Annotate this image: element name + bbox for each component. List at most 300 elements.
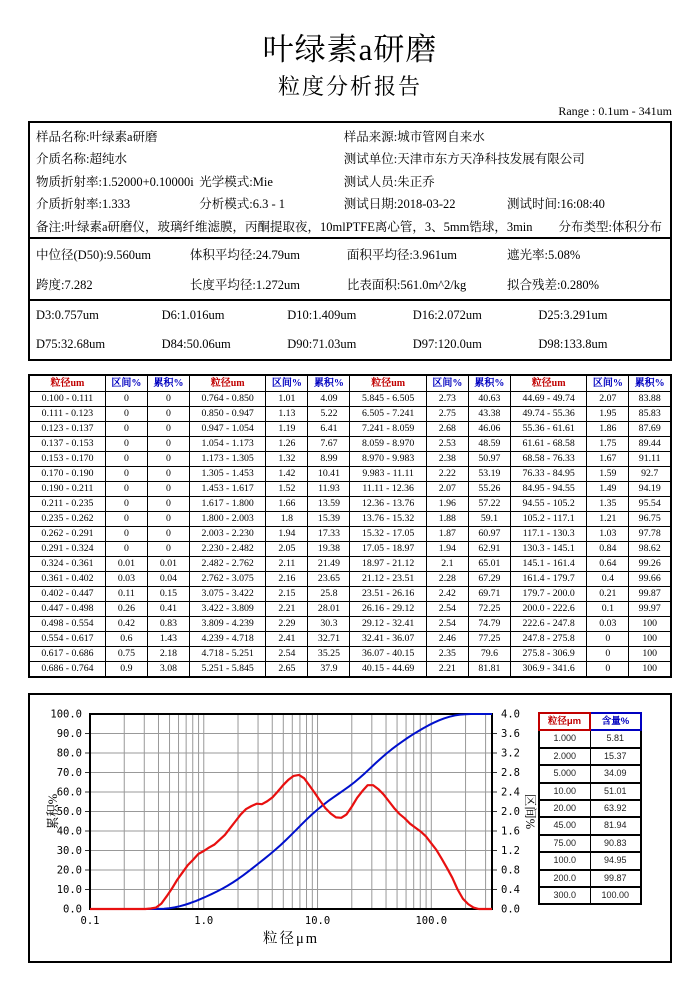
interval-cell: 2.41 [266, 632, 308, 647]
left-axis-tick-label: 30.0 [56, 845, 82, 857]
table-row [29, 407, 671, 422]
x-axis-tick-label: 100.0 [415, 915, 448, 927]
interval-cell: 1.35 [587, 497, 629, 512]
cumulative-cell: 97.78 [629, 527, 671, 542]
size-range-cell: 9.983 - 11.11 [350, 467, 426, 482]
cumulative-cell: 1.43 [147, 632, 189, 647]
size-range-cell: 3.075 - 3.422 [189, 587, 265, 602]
cumulative-cell: 19.38 [308, 542, 350, 557]
cumulative-cell: 85.83 [629, 407, 671, 422]
content-row [539, 730, 641, 747]
interval-cell: 0 [105, 407, 147, 422]
interval-cell: 0.4 [587, 572, 629, 587]
x-axis-tick-label: 1.0 [194, 915, 214, 927]
size-range-cell: 1.054 - 1.173 [189, 437, 265, 452]
size-range-cell: 0.498 - 0.554 [29, 617, 105, 632]
interval-cell: 0 [587, 632, 629, 647]
right-axis-label: 区间% [523, 793, 537, 830]
size-range-cell: 1.305 - 1.453 [189, 467, 265, 482]
interval-cell: 2.54 [426, 602, 468, 617]
size-cell: 5.000 [539, 765, 590, 782]
interval-cell: 0 [105, 467, 147, 482]
d25-value: D25:3.291um [538, 308, 608, 322]
interval-cell: 2.46 [426, 632, 468, 647]
right-axis-tick-label: 3.6 [501, 728, 520, 740]
length-mean: 长度平均径:1.272um [189, 278, 300, 292]
right-axis-tick-label: 2.8 [501, 767, 520, 779]
cumulative-cell: 0 [147, 452, 189, 467]
tester-name: 测试人员:朱正乔 [343, 174, 435, 189]
size-cell: 100.0 [539, 852, 590, 869]
cumulative-cell: 43.38 [468, 407, 510, 422]
left-axis-tick-label: 80.0 [56, 747, 82, 760]
table-row [29, 482, 671, 497]
content-cell: 34.09 [590, 765, 641, 782]
interval-cell: 0.84 [587, 542, 629, 557]
cumulative-cell: 6.41 [308, 422, 350, 437]
left-axis-tick-label: 100.0 [50, 708, 82, 721]
cumulative-cell: 57.22 [468, 497, 510, 512]
cumulative-cell: 91.11 [629, 452, 671, 467]
content-row [539, 748, 641, 765]
interval-cell: 1.32 [266, 452, 308, 467]
cumulative-header: 累积% [147, 375, 189, 392]
remark: 备注:叶绿素a研磨仪，玻璃纤维滤膜，丙酮提取夜，10mlPTFE离心管，3、5mm锆球，3min [36, 219, 533, 234]
interval-cell: 2.65 [266, 662, 308, 678]
interval-cell: 0 [105, 422, 147, 437]
table-row [29, 497, 671, 512]
size-range-cell: 7.241 - 8.059 [350, 422, 426, 437]
size-range-cell: 161.4 - 179.7 [510, 572, 586, 587]
table-row [29, 587, 671, 602]
obscuration: 遮光率:5.08% [506, 248, 581, 262]
table-row [29, 452, 671, 467]
interval-cell: 0 [587, 662, 629, 678]
cumulative-cell: 74.79 [468, 617, 510, 632]
content-cell: 81.94 [590, 817, 641, 834]
d75-value: D75:32.68um [36, 337, 106, 351]
side-size-header: 粒径μm [539, 713, 590, 730]
size-range-cell: 2.762 - 3.075 [189, 572, 265, 587]
d3-value: D3:0.757um [36, 308, 99, 322]
interval-cell: 1.87 [426, 527, 468, 542]
interval-cell: 1.66 [266, 497, 308, 512]
size-range-cell: 0.235 - 0.262 [29, 512, 105, 527]
sample-source: 样品来源:城市管网自来水 [343, 130, 485, 144]
interval-header: 区间% [105, 375, 147, 392]
interval-cell: 2.54 [266, 647, 308, 662]
cumulative-cell: 87.69 [629, 422, 671, 437]
specific-area: 比表面积:561.0m^2/kg [346, 278, 467, 292]
interval-cell: 2.42 [426, 587, 468, 602]
size-range-cell: 0.123 - 0.137 [29, 422, 105, 437]
interval-cell: 1.86 [587, 422, 629, 437]
size-header: 粒径um [29, 375, 105, 392]
cumulative-cell: 0 [147, 392, 189, 407]
distribution-table-header [29, 375, 671, 392]
right-axis-tick-label: 1.2 [501, 845, 520, 857]
size-range-cell: 11.11 - 12.36 [350, 482, 426, 497]
size-range-cell: 49.74 - 55.36 [510, 407, 586, 422]
size-cell: 45.00 [539, 817, 590, 834]
report-subtitle: 粒度分析报告 [277, 74, 422, 99]
interval-cell: 0.1 [587, 602, 629, 617]
cumulative-cell: 60.97 [468, 527, 510, 542]
summary-stats-box [28, 237, 672, 301]
cumulative-cell: 2.18 [147, 647, 189, 662]
size-range-cell: 68.58 - 76.33 [510, 452, 586, 467]
cumulative-cell: 62.91 [468, 542, 510, 557]
cumulative-cell: 0 [147, 422, 189, 437]
content-cell: 63.92 [590, 800, 641, 817]
right-axis-tick-label: 2.0 [501, 806, 520, 818]
interval-cell: 2.07 [587, 392, 629, 407]
size-cell: 300.0 [539, 887, 590, 904]
cumulative-cell: 89.44 [629, 437, 671, 452]
size-range-cell: 32.41 - 36.07 [350, 632, 426, 647]
size-range-cell: 0.361 - 0.402 [29, 572, 105, 587]
interval-cell: 2.28 [426, 572, 468, 587]
size-range-cell: 0.947 - 1.054 [189, 422, 265, 437]
size-range-cell: 5.845 - 6.505 [350, 392, 426, 407]
cumulative-cell: 46.06 [468, 422, 510, 437]
size-range-cell: 94.55 - 105.2 [510, 497, 586, 512]
info-row-3 [36, 171, 664, 193]
interval-cell: 0.03 [105, 572, 147, 587]
size-range-cell: 3.809 - 4.239 [189, 617, 265, 632]
interval-cell: 2.11 [266, 557, 308, 572]
size-header: 粒径um [510, 375, 586, 392]
size-cell: 75.00 [539, 835, 590, 852]
size-range-cell: 36.07 - 40.15 [350, 647, 426, 662]
interval-cell: 0.11 [105, 587, 147, 602]
material-refractive-index: 物质折射率:1.52000+0.10000i [36, 174, 194, 189]
cumulative-cell: 77.25 [468, 632, 510, 647]
cumulative-cell: 0.15 [147, 587, 189, 602]
size-range-cell: 0.850 - 0.947 [189, 407, 265, 422]
table-row [29, 572, 671, 587]
analysis-mode: 分析模式:6.3 - 1 [199, 197, 286, 212]
size-range-cell: 0.111 - 0.123 [29, 407, 105, 422]
cumulative-cell: 99.66 [629, 572, 671, 587]
cumulative-cell: 95.54 [629, 497, 671, 512]
cumulative-cell: 10.41 [308, 467, 350, 482]
cumulative-cell: 69.71 [468, 587, 510, 602]
size-range-cell: 0.153 - 0.170 [29, 452, 105, 467]
d98-value: D98:133.8um [538, 337, 608, 351]
x-axis-label: 粒径μm [262, 931, 320, 947]
size-cell: 200.0 [539, 870, 590, 887]
content-table [538, 712, 642, 905]
cumulative-cell: 55.26 [468, 482, 510, 497]
size-range-cell: 76.33 - 84.95 [510, 467, 586, 482]
cumulative-cell: 94.19 [629, 482, 671, 497]
size-range-cell: 0.554 - 0.617 [29, 632, 105, 647]
right-axis-tick-label: 1.6 [501, 825, 520, 838]
size-range-cell: 5.251 - 5.845 [189, 662, 265, 678]
table-row [29, 647, 671, 662]
size-range-cell: 0.211 - 0.235 [29, 497, 105, 512]
size-range-cell: 0.324 - 0.361 [29, 557, 105, 572]
cumulative-cell: 0 [147, 542, 189, 557]
stats-row-1 [36, 245, 664, 263]
left-axis-tick-label: 10.0 [56, 884, 82, 896]
content-row [539, 765, 641, 782]
cumulative-cell: 100 [629, 632, 671, 647]
cumulative-cell: 35.25 [308, 647, 350, 662]
interval-cell: 1.26 [266, 437, 308, 452]
cumulative-cell: 81.81 [468, 662, 510, 678]
d-values-row-1 [36, 308, 664, 323]
size-range-cell: 1.617 - 1.800 [189, 497, 265, 512]
interval-cell: 1.52 [266, 482, 308, 497]
cumulative-cell: 25.8 [308, 587, 350, 602]
cumulative-cell: 99.97 [629, 602, 671, 617]
interval-cell: 0.75 [105, 647, 147, 662]
interval-cell: 2.35 [426, 647, 468, 662]
size-range-cell: 44.69 - 49.74 [510, 392, 586, 407]
size-range-cell: 8.970 - 9.983 [350, 452, 426, 467]
cumulative-header: 累积% [629, 375, 671, 392]
cumulative-cell: 100 [629, 617, 671, 632]
range-label: Range : 0.1um - 341um [558, 104, 672, 118]
cumulative-cell: 0.83 [147, 617, 189, 632]
cumulative-cell: 5.22 [308, 407, 350, 422]
size-cell: 20.00 [539, 800, 590, 817]
table-row [29, 422, 671, 437]
left-axis-tick-label: 90.0 [56, 728, 82, 740]
size-range-cell: 0.190 - 0.211 [29, 482, 105, 497]
left-axis-label: 累积% [46, 793, 60, 830]
size-range-cell: 0.137 - 0.153 [29, 437, 105, 452]
volume-mean: 体积平均径:24.79um [189, 248, 300, 262]
cumulative-cell: 4.09 [308, 392, 350, 407]
interval-cell: 2.21 [426, 662, 468, 678]
size-range-cell: 1.453 - 1.617 [189, 482, 265, 497]
size-range-cell: 8.059 - 8.970 [350, 437, 426, 452]
size-range-cell: 61.61 - 68.58 [510, 437, 586, 452]
content-row [539, 800, 641, 817]
content-row [539, 852, 641, 869]
cumulative-cell: 0 [147, 527, 189, 542]
interval-cell: 2.21 [266, 602, 308, 617]
size-range-cell: 0.764 - 0.850 [189, 392, 265, 407]
content-cell: 51.01 [590, 783, 641, 800]
right-axis-tick-label: 4.0 [501, 708, 520, 721]
interval-cell: 0 [105, 527, 147, 542]
cumulative-cell: 100 [629, 662, 671, 678]
size-range-cell: 3.422 - 3.809 [189, 602, 265, 617]
size-range-cell: 6.505 - 7.241 [350, 407, 426, 422]
size-range-cell: 145.1 - 161.4 [510, 557, 586, 572]
size-range-cell: 13.76 - 15.32 [350, 512, 426, 527]
cumulative-cell: 50.97 [468, 452, 510, 467]
table-row [29, 527, 671, 542]
span-value: 跨度:7.282 [36, 278, 93, 292]
size-header: 粒径um [350, 375, 426, 392]
size-range-cell: 0.100 - 0.111 [29, 392, 105, 407]
d10-value: D10:1.409um [287, 308, 357, 322]
right-axis-tick-label: 2.4 [501, 786, 520, 799]
cumulative-cell: 3.08 [147, 662, 189, 678]
interval-cell: 0 [105, 542, 147, 557]
cumulative-cell: 48.59 [468, 437, 510, 452]
table-row [29, 392, 671, 407]
cumulative-cell: 28.01 [308, 602, 350, 617]
info-row-4 [36, 193, 664, 215]
distribution-table [28, 374, 672, 678]
cumulative-cell: 79.6 [468, 647, 510, 662]
interval-cell: 2.68 [426, 422, 468, 437]
size-range-cell: 26.16 - 29.12 [350, 602, 426, 617]
right-axis-tick-label: 0.0 [501, 903, 520, 916]
cumulative-header: 累积% [468, 375, 510, 392]
interval-header: 区间% [266, 375, 308, 392]
size-range-cell: 21.12 - 23.51 [350, 572, 426, 587]
cumulative-cell: 92.7 [629, 467, 671, 482]
interval-cell: 2.54 [426, 617, 468, 632]
optical-mode: 光学模式:Mie [199, 174, 273, 189]
interval-cell: 1.88 [426, 512, 468, 527]
interval-cell: 1.49 [587, 482, 629, 497]
left-axis-tick-label: 50.0 [56, 806, 82, 818]
cumulative-cell: 13.59 [308, 497, 350, 512]
interval-cell: 1.03 [587, 527, 629, 542]
medium-name: 介质名称:超纯水 [36, 152, 127, 167]
cumulative-cell: 32.71 [308, 632, 350, 647]
x-axis-tick-label: 10.0 [304, 915, 331, 927]
size-range-cell: 130.3 - 145.1 [510, 542, 586, 557]
interval-cell: 0 [105, 482, 147, 497]
size-range-cell: 40.15 - 44.69 [350, 662, 426, 678]
cumulative-cell: 0.04 [147, 572, 189, 587]
content-row [539, 870, 641, 887]
content-cell: 99.87 [590, 870, 641, 887]
left-axis-tick-label: 60.0 [56, 786, 82, 799]
info-row-1 [36, 126, 664, 148]
content-table-header [539, 713, 641, 730]
size-range-cell: 84.95 - 94.55 [510, 482, 586, 497]
right-axis-tick-label: 3.2 [501, 747, 520, 760]
sample-name: 样品名称:叶绿素a研磨 [36, 130, 158, 144]
interval-cell: 1.42 [266, 467, 308, 482]
table-row [29, 557, 671, 572]
size-range-cell: 18.97 - 21.12 [350, 557, 426, 572]
interval-cell: 2.22 [426, 467, 468, 482]
cumulative-cell: 59.1 [468, 512, 510, 527]
size-range-cell: 117.1 - 130.3 [510, 527, 586, 542]
size-cell: 1.000 [539, 730, 590, 747]
cumulative-cell: 23.65 [308, 572, 350, 587]
size-header: 粒径um [189, 375, 265, 392]
size-range-cell: 2.482 - 2.762 [189, 557, 265, 572]
cumulative-cell: 98.62 [629, 542, 671, 557]
size-range-cell: 0.291 - 0.324 [29, 542, 105, 557]
content-cell: 94.95 [590, 852, 641, 869]
cumulative-cell: 0 [147, 407, 189, 422]
cumulative-cell: 15.39 [308, 512, 350, 527]
content-row [539, 835, 641, 852]
interval-cell: 2.1 [426, 557, 468, 572]
info-row-2 [36, 148, 664, 170]
interval-cell: 1.01 [266, 392, 308, 407]
interval-cell: 1.8 [266, 512, 308, 527]
report-title: 叶绿素a研磨 [262, 32, 438, 67]
content-cell: 5.81 [590, 730, 641, 747]
cumulative-cell: 72.25 [468, 602, 510, 617]
interval-cell: 2.16 [266, 572, 308, 587]
medium-refractive-index: 介质折射率:1.333 [36, 197, 131, 212]
test-time: 测试时间:16:08:40 [507, 197, 605, 212]
interval-cell: 2.75 [426, 407, 468, 422]
size-range-cell: 200.0 - 222.6 [510, 602, 586, 617]
interval-cell: 2.15 [266, 587, 308, 602]
interval-cell: 1.59 [587, 467, 629, 482]
interval-cell: 1.19 [266, 422, 308, 437]
interval-cell: 2.53 [426, 437, 468, 452]
cumulative-cell: 21.49 [308, 557, 350, 572]
content-cell: 15.37 [590, 748, 641, 765]
test-unit: 测试单位:天津市东方天净科技发展有限公司 [343, 152, 585, 167]
size-range-cell: 4.718 - 5.251 [189, 647, 265, 662]
size-range-cell: 0.617 - 0.686 [29, 647, 105, 662]
cumulative-cell: 7.67 [308, 437, 350, 452]
cumulative-cell: 100 [629, 647, 671, 662]
content-row [539, 887, 641, 904]
size-range-cell: 247.8 - 275.8 [510, 632, 586, 647]
size-range-cell: 0.262 - 0.291 [29, 527, 105, 542]
cumulative-cell: 96.75 [629, 512, 671, 527]
interval-cell: 0 [105, 512, 147, 527]
size-range-cell: 0.170 - 0.190 [29, 467, 105, 482]
left-axis-tick-label: 70.0 [56, 767, 82, 779]
d16-value: D16:2.072um [412, 308, 482, 322]
size-range-cell: 2.003 - 2.230 [189, 527, 265, 542]
size-cell: 10.00 [539, 783, 590, 800]
size-cell: 2.000 [539, 748, 590, 765]
cumulative-cell: 0.41 [147, 602, 189, 617]
cumulative-cell: 40.63 [468, 392, 510, 407]
size-range-cell: 105.2 - 117.1 [510, 512, 586, 527]
size-range-cell: 2.230 - 2.482 [189, 542, 265, 557]
interval-cell: 0 [105, 392, 147, 407]
cumulative-cell: 99.26 [629, 557, 671, 572]
d90-value: D90:71.03um [287, 337, 357, 351]
size-range-cell: 55.36 - 61.61 [510, 422, 586, 437]
table-row [29, 467, 671, 482]
cumulative-cell: 83.88 [629, 392, 671, 407]
size-range-cell: 17.05 - 18.97 [350, 542, 426, 557]
fit-residual: 拟合残差:0.280% [506, 278, 599, 292]
cumulative-cell: 0.01 [147, 557, 189, 572]
interval-cell: 0.03 [587, 617, 629, 632]
cumulative-cell: 0 [147, 467, 189, 482]
interval-cell: 0 [587, 647, 629, 662]
table-row [29, 632, 671, 647]
cumulative-header: 累积% [308, 375, 350, 392]
cumulative-cell: 11.93 [308, 482, 350, 497]
size-range-cell: 1.173 - 1.305 [189, 452, 265, 467]
interval-cell: 2.38 [426, 452, 468, 467]
interval-cell: 0.21 [587, 587, 629, 602]
d-values-row-2 [36, 337, 664, 352]
d-values-box [28, 299, 672, 361]
content-row [539, 783, 641, 800]
interval-cell: 1.67 [587, 452, 629, 467]
interval-header: 区间% [426, 375, 468, 392]
interval-cell: 0.42 [105, 617, 147, 632]
cumulative-cell: 0 [147, 437, 189, 452]
